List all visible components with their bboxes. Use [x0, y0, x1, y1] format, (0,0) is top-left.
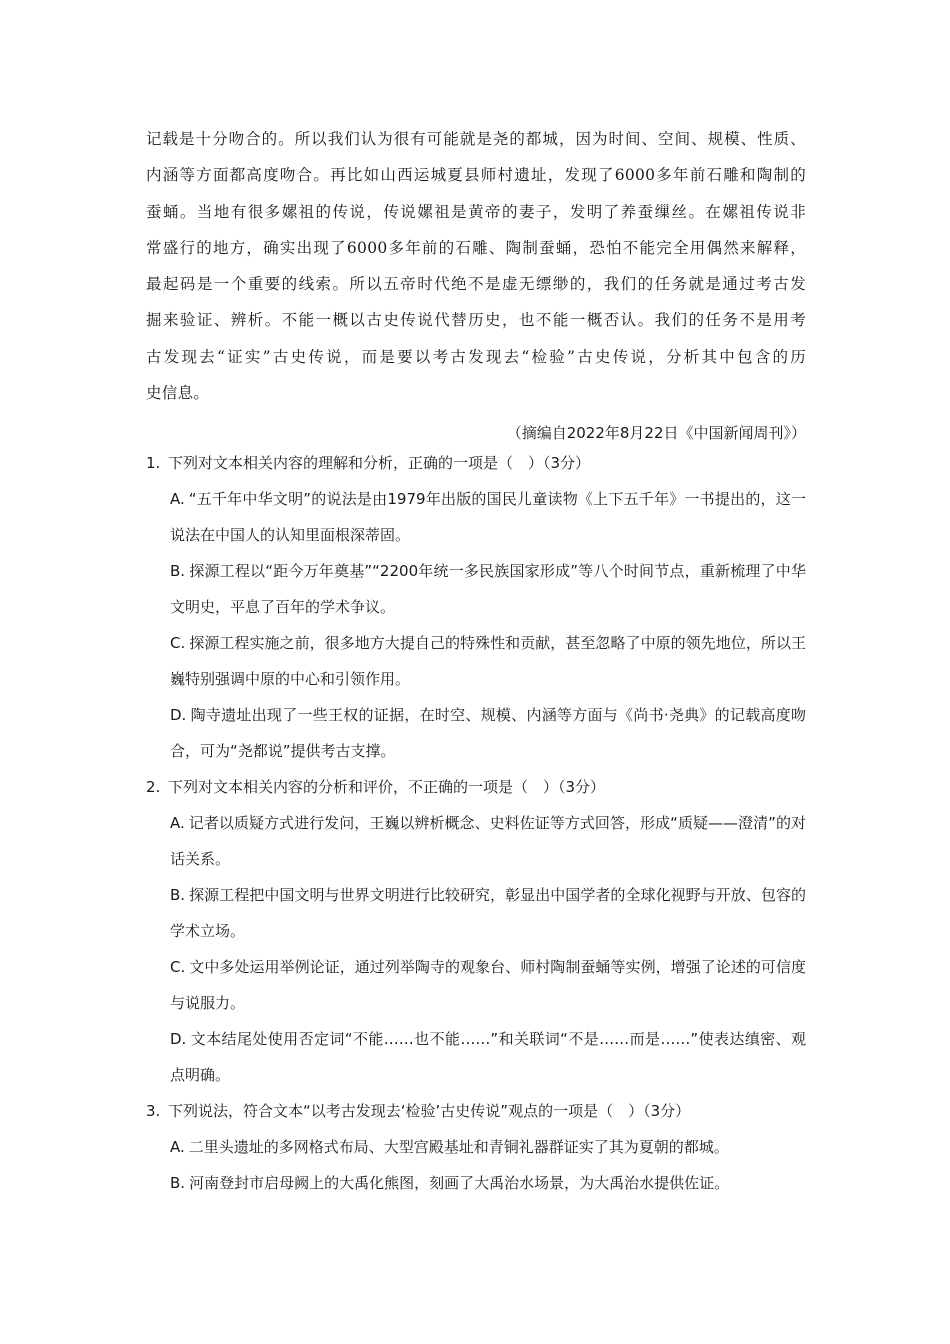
option-text: 记者以质疑方式进行发问，王巍以辨析概念、史料佐证等方式回答，形成“质疑——澄清”的对话关系。	[170, 814, 806, 868]
source-citation: （摘编自2022年8月22日《中国新闻周刊》）	[506, 424, 806, 442]
option-label: A.	[170, 490, 185, 508]
passage-line: 常盛行的地方，确实出现了6000多年前的石雕、陶制蚕蛹，恐怕不能完全用偶然来解释，	[146, 238, 806, 257]
question-number: 3.	[146, 1102, 161, 1120]
option-text: 文本结尾处使用否定词“不能……也不能……”和关联词“不是……而是……”使表达缜密、观点明确。	[170, 1030, 806, 1084]
option-label: B.	[170, 1174, 186, 1192]
option-label: D.	[170, 1030, 187, 1048]
option-text: “五千年中华文明”的说法是由1979年出版的国民儿童读物《上下五千年》一书提出的，这一说法在中国人的认知里面根深蒂固。	[170, 490, 806, 544]
passage-line: 掘来验证、辨析。不能一概以古史传说代替历史，也不能一概否认。我们的任务不是用考	[146, 311, 806, 330]
question-text: 下列对文本相关内容的理解和分析，正确的一项是（ ）（3分）	[168, 454, 591, 472]
option-text: 二里头遗址的多网格式布局、大型宫殿基址和青铜礼器群证实了其为夏朝的都城。	[188, 1138, 729, 1156]
option-text: 探源工程把中国文明与世界文明进行比较研究，彰显出中国学者的全球化视野与开放、包容的学术立场。	[170, 886, 806, 940]
option	[146, 877, 806, 949]
passage	[146, 121, 806, 411]
option-label: C.	[170, 958, 186, 976]
option-text: 探源工程以“距今万年奠基”“2200年统一多民族国家形成”等八个时间节点，重新梳理了中华文明史，平息了百年的学术争议。	[170, 562, 806, 616]
passage-line: 蚕蛹。当地有很多嫘祖的传说，传说嫘祖是黄帝的妻子，发明了养蚕缫丝。在嫘祖传说非	[146, 202, 806, 221]
option	[146, 1165, 806, 1201]
option	[146, 949, 806, 1021]
option-label: C.	[170, 634, 186, 652]
question-list	[146, 452, 806, 1208]
option-text: 河南登封市启母阙上的大禹化熊图，刻画了大禹治水场景，为大禹治水提供佐证。	[189, 1174, 730, 1192]
option-label: B.	[170, 886, 186, 904]
passage-line: 最起码是一个重要的线索。所以五帝时代绝不是虚无缥缈的，我们的任务就是通过考古发	[146, 275, 806, 294]
question-number: 2.	[146, 778, 161, 796]
option-text: 探源工程实施之前，很多地方大提自己的特殊性和贡献，甚至忽略了中原的领先地位，所以王巍特别强调中原的中心和引领作用。	[170, 634, 806, 688]
passage-line: 记载是十分吻合的。所以我们认为很有可能就是尧的都城，因为时间、空间、规模、性质、	[146, 130, 806, 148]
option	[146, 481, 806, 553]
option-label: D.	[170, 706, 187, 724]
passage-line: 史信息。	[146, 384, 210, 403]
option	[146, 1021, 806, 1093]
option-label: B.	[170, 562, 186, 580]
option	[146, 625, 806, 697]
option	[146, 805, 806, 877]
passage-line: 古发现去“证实”古史传说，而是要以考古发现去“检验”古史传说，分析其中包含的历	[146, 347, 806, 366]
option	[146, 553, 806, 625]
option-text: 文中多处运用举例论证，通过列举陶寺的观象台、师村陶制蚕蛹等实例，增强了论述的可信度与说服力。	[170, 958, 806, 1012]
question-text: 下列对文本相关内容的分析和评价，不正确的一项是（ ）（3分）	[168, 778, 606, 796]
question-number: 1.	[146, 454, 161, 472]
option-label: A.	[170, 1138, 185, 1156]
option-text: 陶寺遗址出现了一些王权的证据，在时空、规模、内涵等方面与《尚书·尧典》的记载高度吻合，可为“尧都说”提供考古支撑。	[170, 706, 806, 760]
question-text: 下列说法，符合文本“以考古发现去‘检验’古史传说”观点的一项是（ ）（3分）	[168, 1102, 691, 1120]
option	[146, 1129, 806, 1165]
option	[146, 697, 806, 769]
option-label: A.	[170, 814, 185, 832]
passage-line: 内涵等方面都高度吻合。再比如山西运城夏县师村遗址，发现了6000多年前石雕和陶制的	[146, 166, 806, 185]
